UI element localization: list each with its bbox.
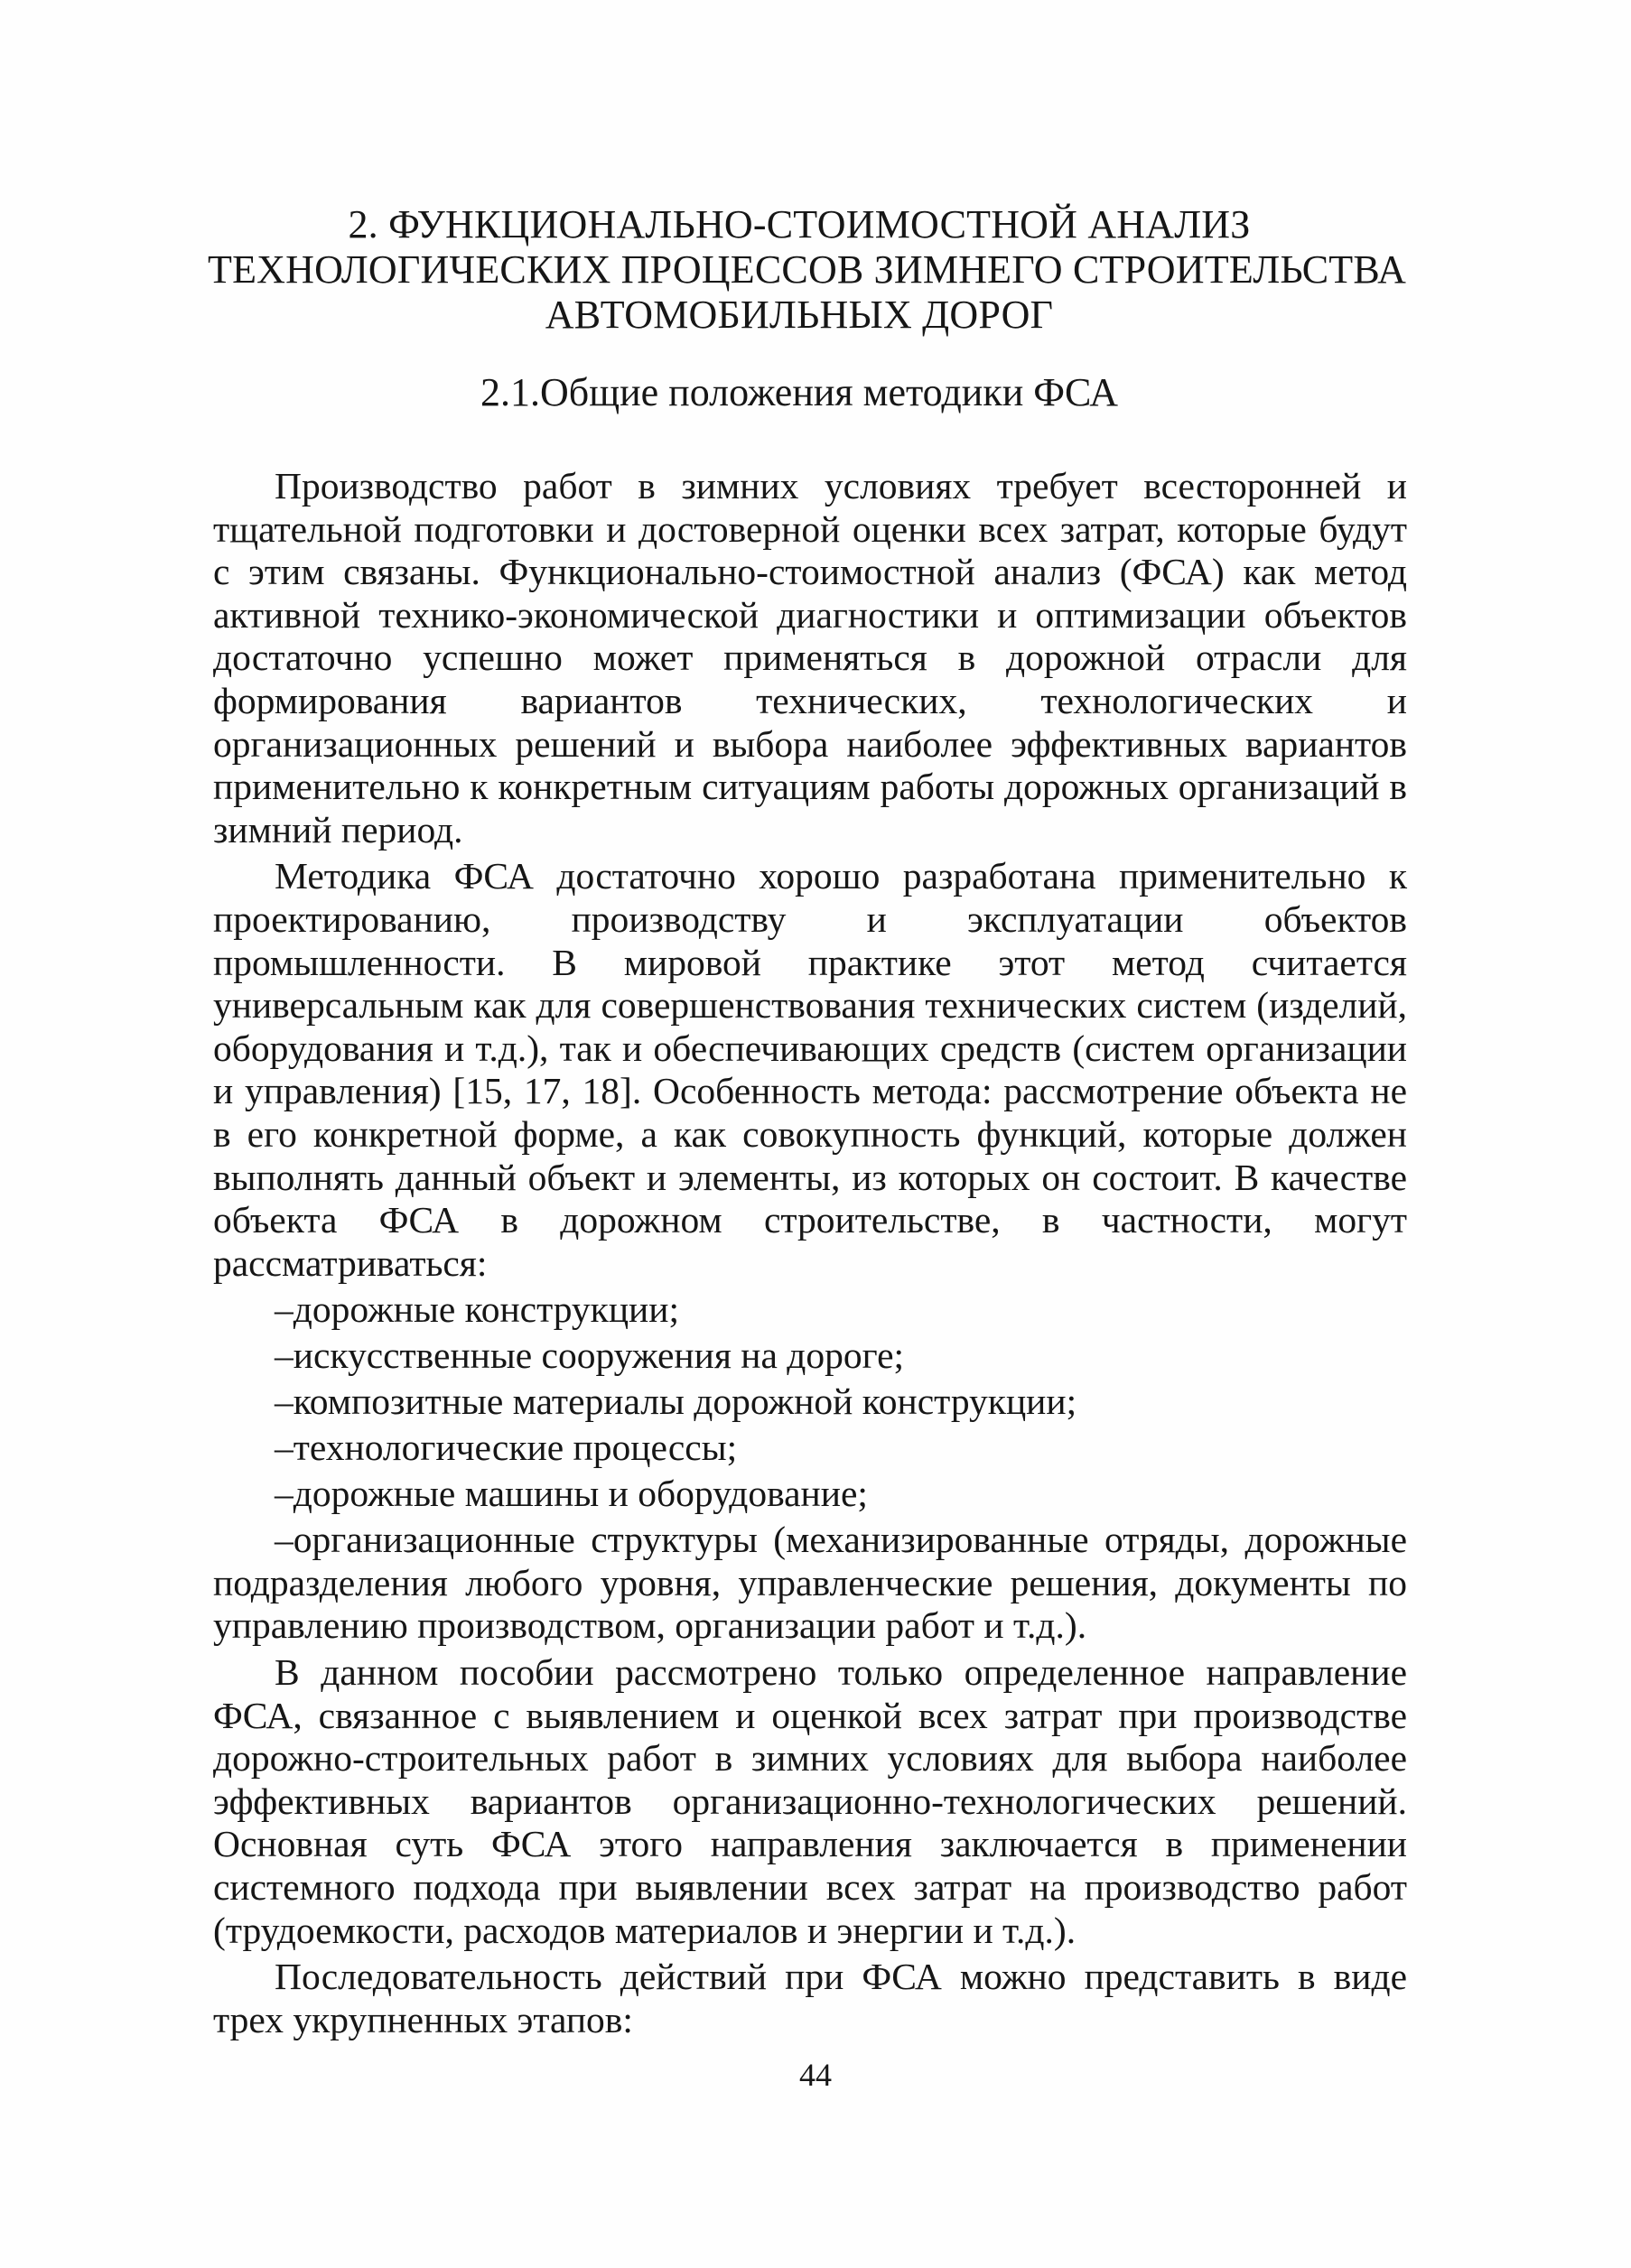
list-item-long: –организационные структуры (механизированные отряды, дорожные подразделения любого уровня, управленческие решения, документы по управлению производством, организации работ и т.д.). <box>213 1519 1407 1647</box>
list-item: –технологические процессы; <box>275 1427 738 1469</box>
chapter-heading-line-2: ТЕХНОЛОГИЧЕСКИХ ПРОЦЕССОВ ЗИМНЕГО СТРОИТЕЛЬСТВА <box>208 247 1407 292</box>
list-item: –дорожные конструкции; <box>275 1288 679 1331</box>
paragraph-2: Методика ФСА достаточно хорошо разработана применительно к проектированию, производству и эксплуатации объектов промышленности. В мировой практике этот метод считается универсальным как для совершенствования технических систем (изделий, оборудования и т.д.), так и обеспечивающих средств (систем организации и управления) [15, 17, 18]. Особенность метода: рассмотрение объекта не в его конкретной форме, а как совокупность функций, которые должен выполнять данный объект и элементы, из которых он состоит. В качестве объекта ФСА в дорожном строительстве, в частности, могут рассматриваться: <box>213 855 1407 1284</box>
body-text <box>213 465 1407 2041</box>
list-item: –искусственные сооружения на дороге; <box>275 1334 905 1377</box>
chapter-heading-line-3: АВТОМОБИЛЬНЫХ ДОРОГ <box>545 293 1054 337</box>
paragraph-4: Последовательность действий при ФСА можно представить в виде трех укрупненных этапов: <box>213 1956 1407 2040</box>
list-item: –композитные материалы дорожной конструкции; <box>275 1380 1077 1423</box>
paragraph-3: В данном пособии рассмотрено только определенное направление ФСА, связанное с выявлением и оценкой всех затрат при производстве дорожно-строительных работ в зимних условиях для выбора наиболее эффективных вариантов организационно-технологических решений. Основная суть ФСА этого направления заключается в применении системного подхода при выявлении всех затрат на производство работ (трудоемкости, расходов материалов и энергии и т.д.). <box>213 1651 1407 1951</box>
section-heading: 2.1.Общие положения методики ФСА <box>480 370 1118 414</box>
paragraph-1: Производство работ в зимних условиях требует всесторонней и тщательной подготовки и достоверной оценки всех затрат, которые будут с этим связаны. Функционально-стоимостной анализ (ФСА) как метод активной технико-экономической диагностики и оптимизации объектов достаточно успешно может применяться в дорожной отрасли для формирования вариантов технических, технологических и организационных решений и выбора наиболее эффективных вариантов применительно к конкретным ситуациям работы дорожных организаций в зимний период. <box>213 465 1407 850</box>
page-number: 44 <box>799 2057 832 2093</box>
list-item: –дорожные машины и оборудование; <box>275 1473 868 1515</box>
chapter-heading <box>208 202 1407 338</box>
chapter-heading-line-1: 2. ФУНКЦИОНАЛЬНО-СТОИМОСТНОЙ АНАЛИЗ <box>348 202 1251 246</box>
